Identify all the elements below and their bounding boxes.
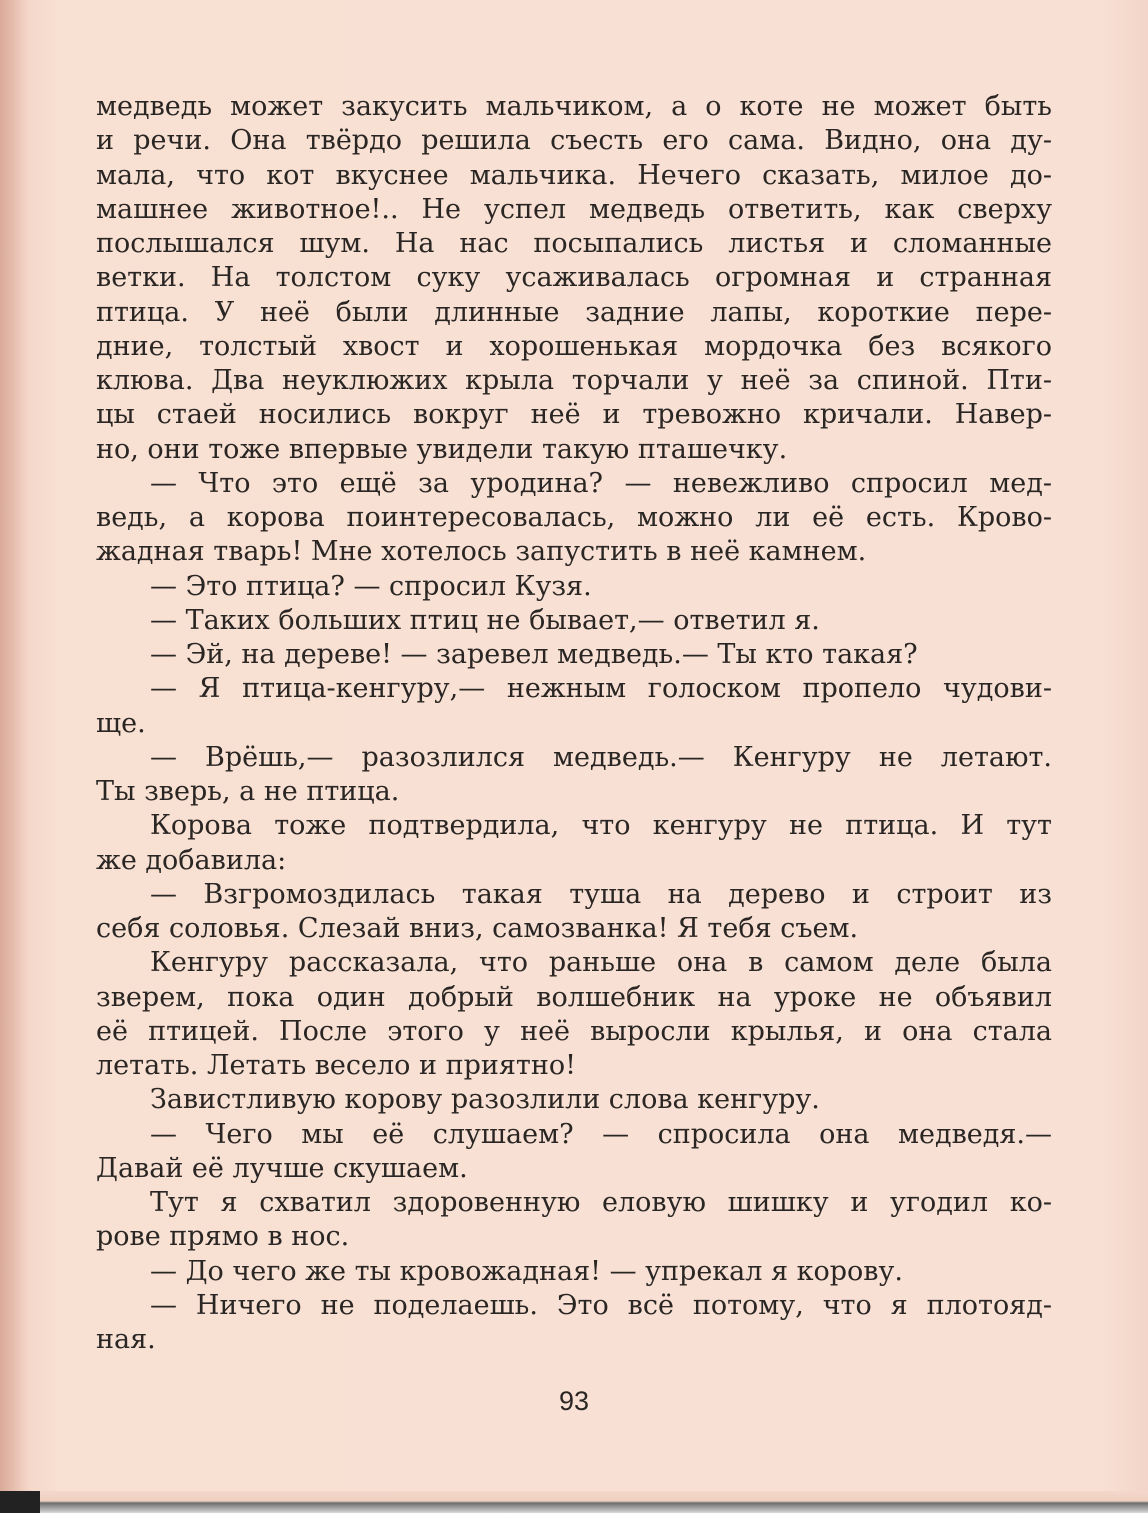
- text-line: ведь, а корова поинтересовалась, можно ли её есть. Крово-: [96, 502, 1052, 533]
- text-line: Давай её лучше скушаем.: [96, 1152, 468, 1184]
- text-line: же добавила:: [96, 844, 287, 876]
- text-line: зверем, пока один добрый волшебник на уроке не объявил: [96, 981, 1052, 1013]
- text-line: — До чего же ты кровожадная! — упрекал я корову.: [150, 1255, 903, 1287]
- text-line: Ты зверь, а не птица.: [96, 776, 400, 807]
- text-line: жадная тварь! Мне хотелось запустить в неё камнем.: [96, 536, 867, 568]
- text-line: себя соловья. Слезай вниз, самозванка! Я тебя съем.: [96, 913, 859, 944]
- text-line: птица. У неё были длинные задние лапы, короткие пере-: [96, 296, 1052, 328]
- text-line: её птицей. После этого у неё выросли крылья, и она стала: [96, 1015, 1052, 1047]
- page-number: 93: [558, 1386, 590, 1416]
- text-line: клюва. Два неуклюжих крыла торчали у неё за спиной. Пти-: [96, 365, 1052, 396]
- text-line: летать. Летать весело и приятно!: [96, 1050, 576, 1081]
- body-text: [96, 90, 1052, 1357]
- binding-corner: [0, 1491, 40, 1513]
- text-line: — Эй, на дереве! — заревел медведь.— Ты кто такая?: [150, 639, 918, 670]
- text-line: ще.: [96, 707, 146, 739]
- text-line: цы стаей носились вокруг неё и тревожно кричали. Навер-: [96, 399, 1052, 431]
- text-line: ветки. На толстом суку усаживалась огромная и странная: [96, 262, 1052, 294]
- text-line: послышался шум. На нас посыпались листья и сломанные: [96, 228, 1052, 259]
- text-line: Тут я схватил здоровенную еловую шишку и угодил ко-: [150, 1187, 1052, 1218]
- text-line: рове прямо в нос.: [96, 1221, 350, 1253]
- text-line: машнее животное!.. Не успел медведь ответить, как сверху: [96, 193, 1052, 225]
- text-line: — Чего мы её слушаем? — спросила она медведя.—: [150, 1118, 1052, 1150]
- text-line: — Это птица? — спросил Кузя.: [150, 570, 592, 602]
- text-line: — Взгромоздилась такая туша на дерево и строит из: [150, 878, 1052, 910]
- text-line: ная.: [96, 1324, 156, 1355]
- text-line: — Таких больших птиц не бывает,— ответил я.: [150, 604, 820, 636]
- text-line: — Что это ещё за уродина? — невежливо спросил мед-: [150, 467, 1052, 499]
- text-line: Завистливую корову разозлили слова кенгуру.: [150, 1084, 820, 1116]
- text-line: медведь может закусить мальчиком, а о коте не может быть: [96, 91, 1052, 122]
- text-line: — Я птица-кенгуру,— нежным голоском пропело чудови-: [150, 673, 1052, 705]
- text-line: но, они тоже впервые увидели такую пташечку.: [96, 433, 788, 465]
- text-line: Корова тоже подтвердила, что кенгуру не птица. И тут: [150, 810, 1052, 842]
- text-line: мала, что кот вкуснее мальчика. Нечего сказать, милое до-: [96, 159, 1052, 191]
- text-line: — Ничего не поделаешь. Это всё потому, что я плотояд-: [150, 1289, 1052, 1321]
- page-bottom-edge: [0, 1491, 1148, 1513]
- text-line: — Врёшь,— разозлился медведь.— Кенгуру не летают.: [150, 741, 1052, 773]
- text-line: и речи. Она твёрдо решила съесть его сама. Видно, она ду-: [96, 125, 1052, 157]
- gutter-shadow: [0, 0, 30, 1513]
- text-line: Кенгуру рассказала, что раньше она в самом деле была: [150, 947, 1052, 979]
- text-line: дние, толстый хвост и хорошенькая мордочка без всякого: [96, 330, 1052, 362]
